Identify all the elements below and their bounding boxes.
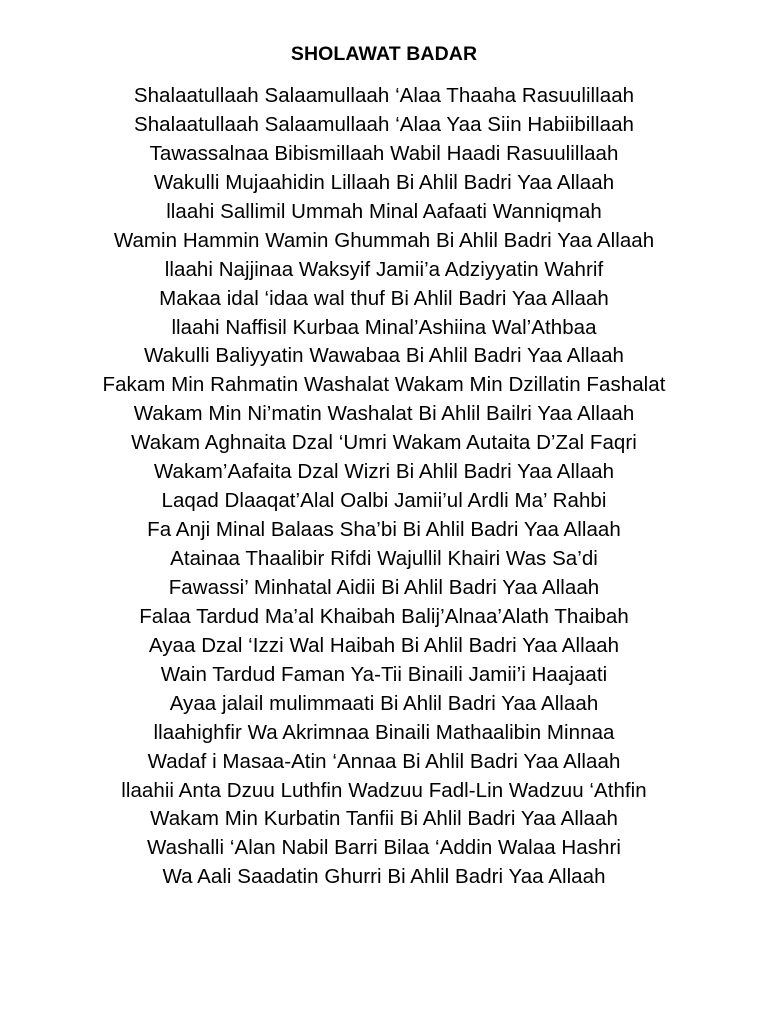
lyric-line: Shalaatullaah Salaamullaah ‘Alaa Thaaha Rasuulillaah [133, 84, 635, 107]
lyric-line: llaahi Najjinaa Waksyif Jamii’a Adziyyatin Wahrif [164, 257, 604, 281]
lyric-line: Washalli ‘Alan Nabil Barri Bilaa ‘Addin Walaa Hashri [147, 836, 621, 860]
lyric-line: llaahi Sallimil Ummah Minal Aafaati Wanniqmah [166, 199, 602, 223]
lyric-line: Fawassi’ Minhatal Aidii Bi Ahlil Badri Yaa Allaah [168, 575, 600, 599]
lyric-line: Wakam Min Kurbatin Tanfii Bi Ahlil Badri Yaa Allaah [150, 807, 618, 831]
lyric-line: Falaa Tardud Ma’al Khaibah Balij’Alnaa’Alath Thaibah [139, 604, 629, 628]
lyric-line: Tawassalnaa Bibismillaah Wabil Haadi Rasuulillaah [149, 141, 619, 165]
lyrics-list [0, 82, 768, 892]
lyric-line: Wamin Hammin Wamin Ghummah Bi Ahlil Badri Yaa Allaah [113, 228, 655, 252]
lyric-line: Wakulli Baliyyatin Wawabaa Bi Ahlil Badri Yaa Allaah [143, 344, 625, 368]
lyric-line: Laqad Dlaaqat’Alal Oalbi Jamii’ul Ardli Ma’ Rahbi [161, 489, 607, 513]
lyric-line: Wakam Aghnaita Dzal ‘Umri Wakam Autaita D’Zal Faqri [131, 431, 637, 455]
lyric-line: llaahighfir Wa Akrimnaa Binaili Mathaalibin Minnaa [153, 720, 615, 744]
page-title: SHOLAWAT BADAR [290, 43, 478, 65]
lyric-line: llaahi Naffisil Kurbaa Minal’Ashiina Wal’Athbaa [171, 315, 597, 339]
lyric-line: Fa Anji Minal Balaas Sha’bi Bi Ahlil Badri Yaa Allaah [147, 518, 621, 542]
lyric-line: Makaa idal ‘idaa wal thuf Bi Ahlil Badri Yaa Allaah [159, 286, 609, 310]
lyric-line: llaahii Anta Dzuu Luthfin Wadzuu Fadl-Lin Wadzuu ‘Athfin [121, 778, 647, 802]
lyric-line: Ayaa jalail mulimmaati Bi Ahlil Badri Yaa Allaah [169, 691, 599, 715]
lyric-line: Wain Tardud Faman Ya-Tii Binaili Jamii’i Haajaati [160, 662, 608, 686]
lyric-line: Atainaa Thaalibir Rifdi Wajullil Khairi Was Sa’di [170, 547, 598, 570]
lyric-line: Wakulli Mujaahidin Lillaah Bi Ahlil Badri Yaa Allaah [153, 170, 615, 194]
lyric-line: Shalaatullaah Salaamullaah ‘Alaa Yaa Siin Habiibillaah [134, 112, 634, 136]
lyric-line: Fakam Min Rahmatin Washalat Wakam Min Dzillatin Fashalat [102, 373, 666, 397]
lyric-line: Wakam Min Ni’matin Washalat Bi Ahlil Bailri Yaa Allaah [133, 402, 635, 426]
lyric-line: Wadaf i Masaa-Atin ‘Annaa Bi Ahlil Badri Yaa Allaah [147, 749, 621, 773]
lyric-line: Wa Aali Saadatin Ghurri Bi Ahlil Badri Yaa Allaah [162, 865, 606, 889]
lyric-line: Ayaa Dzal ‘Izzi Wal Haibah Bi Ahlil Badri Yaa Allaah [148, 633, 620, 657]
lyric-line: Wakam’Aafaita Dzal Wizri Bi Ahlil Badri Yaa Allaah [153, 460, 615, 484]
